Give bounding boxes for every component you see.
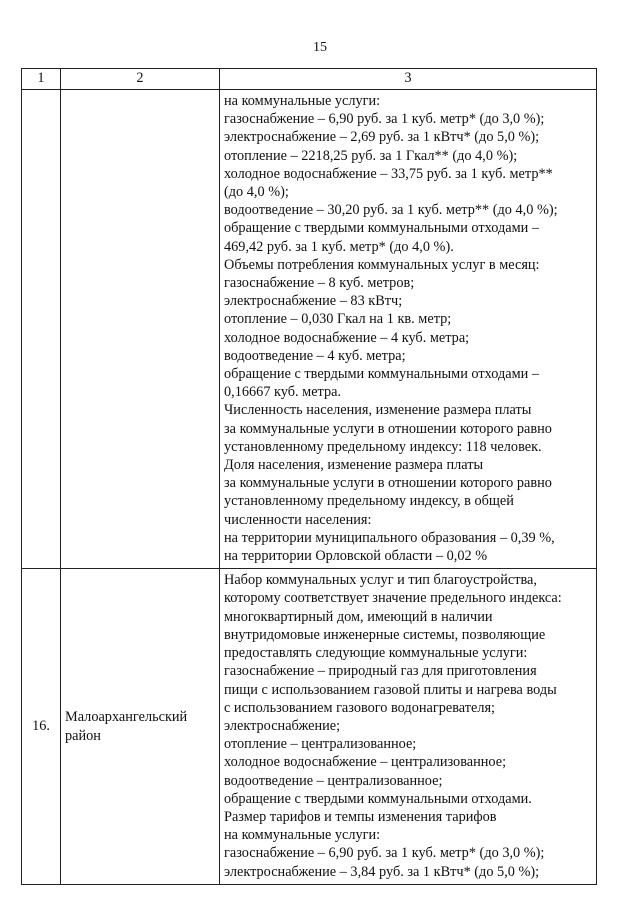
text-line: Численность населения, изменение размера платы <box>224 402 532 419</box>
area-name-line: Малоархангельский <box>65 709 188 726</box>
text-line: электроснабжение – 2,69 руб. за 1 кВтч* (до 5,0 %); <box>224 129 540 146</box>
text-line: обращение с твердыми коммунальными отходами – <box>224 366 540 383</box>
text-line: на территории муниципального образования – 0,39 %, <box>224 529 555 546</box>
text-line: холодное водоснабжение – 4 куб. метра; <box>224 329 470 346</box>
text-line: обращение с твердыми коммунальными отходами. <box>224 790 532 807</box>
text-line: многоквартирный дом, имеющий в наличии <box>224 608 493 625</box>
text-line: с использованием газового водонагревателя; <box>224 699 496 716</box>
page-number: 15 <box>313 40 327 55</box>
text-line: которому соответствует значение предельного индекса: <box>224 590 562 607</box>
text-line: холодное водоснабжение – централизованное; <box>224 754 507 771</box>
text-line: отопление – 2218,25 руб. за 1 Гкал** (до 4,0 %); <box>224 147 518 164</box>
text-line: водоотведение – централизованное; <box>224 772 443 789</box>
table-row-16 <box>22 569 597 884</box>
text-line: предоставлять следующие коммунальные услуги: <box>224 645 528 662</box>
text-line: газоснабжение – природный газ для приготовления <box>224 663 537 680</box>
text-line: обращение с твердыми коммунальными отходами – <box>224 220 540 237</box>
text-line: (до 4,0 %); <box>224 184 289 201</box>
text-line: 469,42 руб. за 1 куб. метр* (до 4,0 %). <box>224 238 454 255</box>
text-line: 0,16667 куб. метра. <box>224 384 342 401</box>
header-col-3: 3 <box>220 69 597 90</box>
text-line: газоснабжение – 6,90 руб. за 1 куб. метр* (до 3,0 %); <box>224 111 545 128</box>
text-line: отопление – централизованное; <box>224 736 417 753</box>
text-line: внутридомовые инженерные системы, позволяющие <box>224 626 546 643</box>
area-cell <box>61 569 220 884</box>
text-line: численности населения: <box>224 511 372 528</box>
text-line: электроснабжение; <box>224 717 341 734</box>
tariff-table <box>21 68 597 885</box>
header-col-1: 1 <box>22 69 61 90</box>
text-line: газоснабжение – 6,90 руб. за 1 куб. метр* (до 3,0 %); <box>224 845 545 862</box>
area-cell <box>61 90 220 569</box>
row-number-cell: 16. <box>22 569 61 884</box>
text-line: за коммунальные услуги в отношении которого равно <box>224 420 552 437</box>
text-line: на территории Орловской области – 0,02 % <box>224 548 488 565</box>
text-line: холодное водоснабжение – 33,75 руб. за 1 куб. метр** <box>224 165 553 182</box>
description-cell <box>220 569 597 884</box>
table-header-row <box>22 69 597 90</box>
text-line: на коммунальные услуги: <box>224 93 381 109</box>
text-line: водоотведение – 4 куб. метра; <box>224 347 406 364</box>
table-row-continued <box>22 90 597 569</box>
description-cell <box>220 90 597 569</box>
text-line: газоснабжение – 8 куб. метров; <box>224 275 415 292</box>
text-line: отопление – 0,030 Гкал на 1 кв. метр; <box>224 311 452 328</box>
text-line: за коммунальные услуги в отношении которого равно <box>224 475 552 492</box>
text-line: установленному предельному индексу, в общей <box>224 493 514 510</box>
area-name-line: район <box>65 727 101 744</box>
text-line: установленному предельному индексу: 118 человек. <box>224 438 542 455</box>
text-line: электроснабжение – 3,84 руб. за 1 кВтч* (до 5,0 %); <box>224 863 540 880</box>
text-line: Объемы потребления коммунальных услуг в месяц: <box>224 256 540 273</box>
text-line: электроснабжение – 83 кВтч; <box>224 293 403 310</box>
text-line: Набор коммунальных услуг и тип благоустройства, <box>224 572 537 589</box>
header-col-2: 2 <box>61 69 220 90</box>
text-line: пищи с использованием газовой плиты и нагрева воды <box>224 681 557 698</box>
text-line: Доля населения, изменение размера платы <box>224 457 484 474</box>
text-line: водоотведение – 30,20 руб. за 1 куб. метр** (до 4,0 %); <box>224 202 558 219</box>
row-number-cell <box>22 90 61 569</box>
text-line: Размер тарифов и темпы изменения тарифов <box>224 808 497 825</box>
text-line: на коммунальные услуги: <box>224 827 381 844</box>
